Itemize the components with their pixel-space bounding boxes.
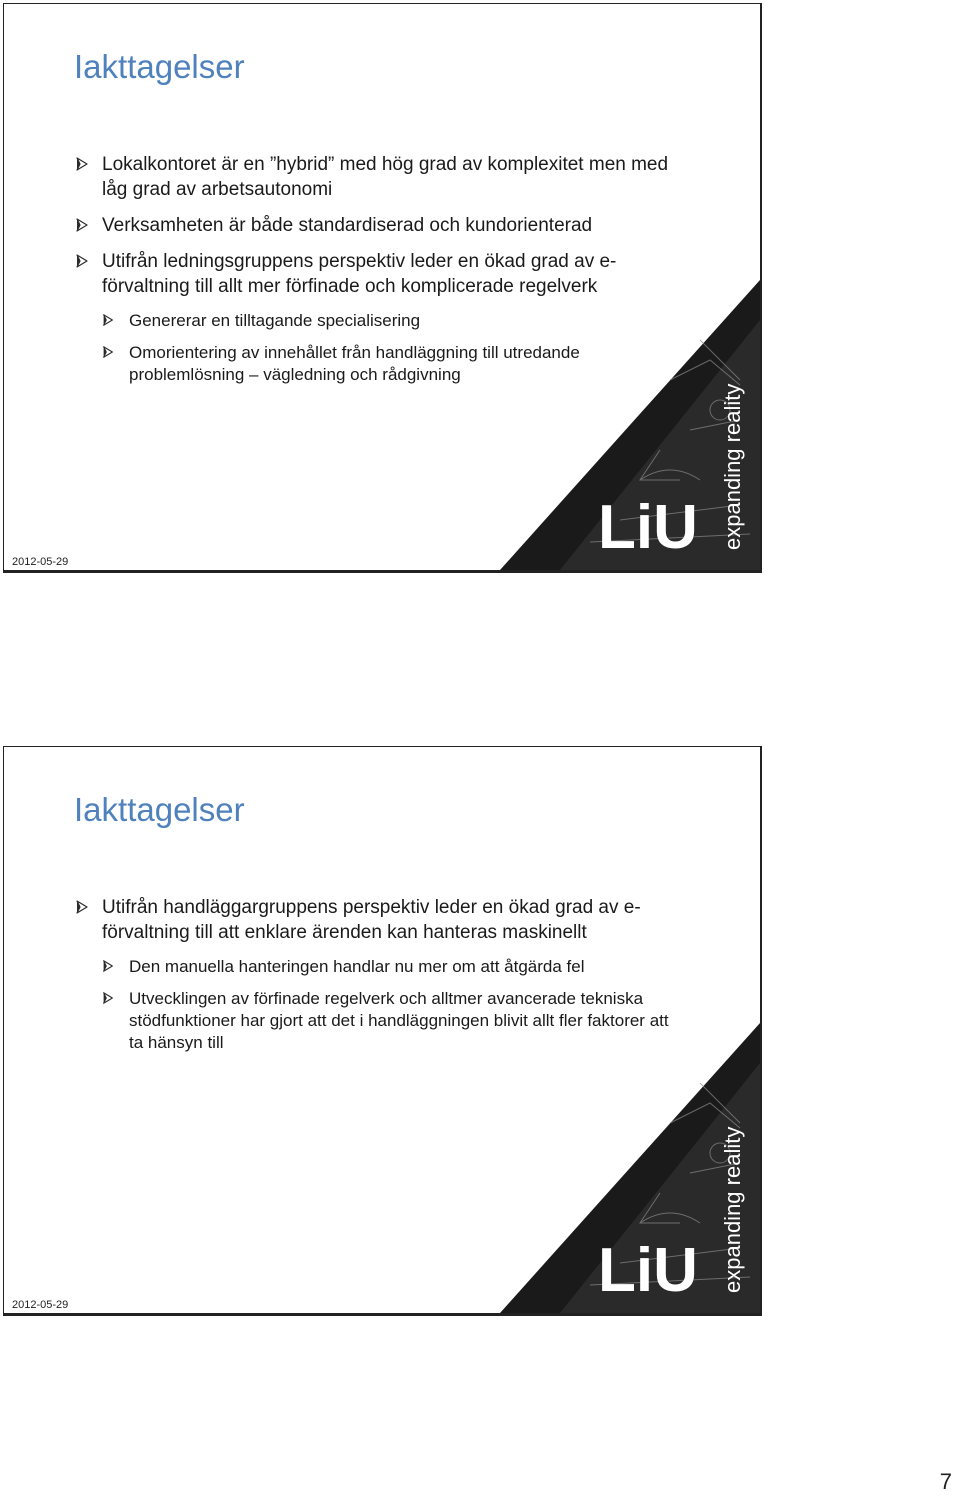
bullet-text: Omorientering av innehållet från handläggning till utredande problemlösning – vägledning och rådgivning <box>129 343 580 384</box>
arrow-bullet-icon <box>101 959 115 973</box>
bullet-text: Verksamheten är både standardiserad och kundorienterad <box>102 215 593 236</box>
logo-tagline: expanding reality <box>720 383 745 550</box>
arrow-bullet-icon <box>101 991 115 1005</box>
arrow-bullet-icon <box>101 313 115 327</box>
bullet-text: Den manuella hanteringen handlar nu mer om att åtgärda fel <box>129 957 585 976</box>
slide-2 <box>3 746 762 1316</box>
slide-1 <box>3 3 762 573</box>
bullet-text: Utifrån handläggargruppens perspektiv leder en ökad grad av e-förvaltning till att enklare ärenden kan hanteras maskinellt <box>102 897 641 943</box>
slide-date: 2012-05-29 <box>12 556 69 568</box>
arrow-bullet-icon <box>74 253 90 269</box>
arrow-bullet-icon <box>74 217 90 233</box>
bullet-text: Genererar en tilltagande specialisering <box>129 311 421 330</box>
slide-date: 2012-05-29 <box>12 1299 69 1311</box>
arrow-bullet-icon <box>101 345 115 359</box>
arrow-bullet-icon <box>74 156 90 172</box>
bullet-text: Lokalkontoret är en ”hybrid” med hög grad av komplexitet men med låg grad av arbetsautonomi <box>102 154 669 200</box>
bullet-text: Utvecklingen av förfinade regelverk och alltmer avancerade tekniska stödfunktioner har gjort att det i handläggningen blivit allt fler faktorer att ta hänsyn till <box>129 989 669 1052</box>
bullet-item <box>74 895 674 945</box>
bullet-text: Utifrån ledningsgruppens perspektiv leder en ökad grad av e-förvaltning till allt mer förfinade och komplicerade regelverk <box>102 251 617 297</box>
liu-corner-graphic <box>440 280 760 570</box>
bullet-item <box>74 213 674 238</box>
sub-bullet-item <box>74 956 674 978</box>
liu-corner-graphic <box>440 1023 760 1313</box>
page-number: 7 <box>939 1469 952 1494</box>
logo-tagline: expanding reality <box>720 1126 745 1293</box>
arrow-bullet-icon <box>74 899 90 915</box>
slide-title: Iakttagelser <box>74 48 245 85</box>
bullet-item <box>74 152 674 202</box>
slide-title: Iakttagelser <box>74 791 245 828</box>
logo-wordmark: LiU <box>598 1236 698 1305</box>
logo-wordmark: LiU <box>598 493 698 562</box>
